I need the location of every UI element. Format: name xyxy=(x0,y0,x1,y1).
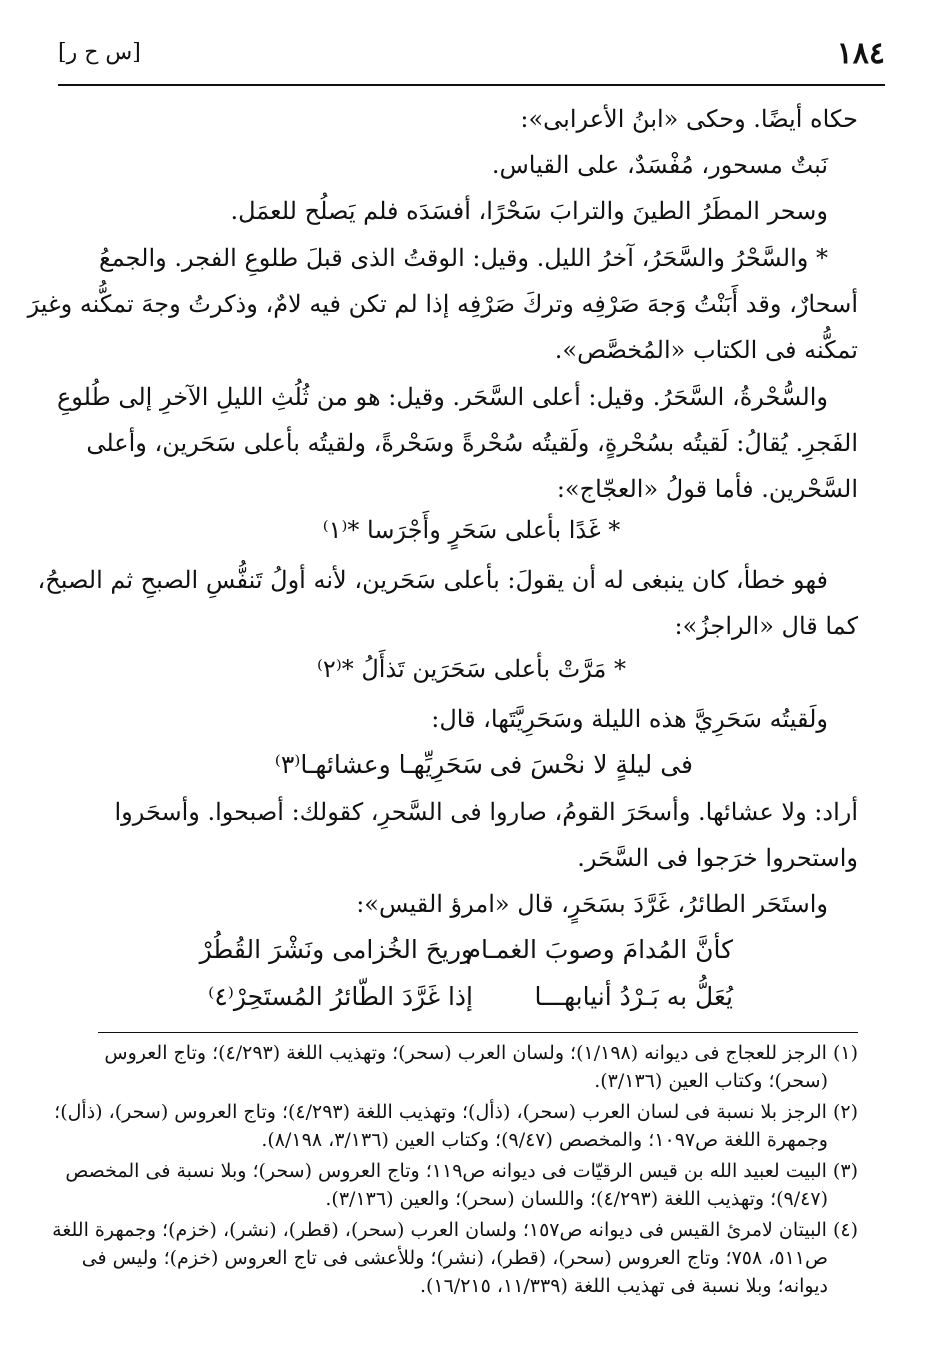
footnote-line: وجمهرة اللغة ص١٠٩٧؛ والمخصص (٩/٤٧)؛ وكتاب العين (٣/١٣٦، ٨/١٩٨). xyxy=(261,1129,828,1151)
text-line: تمكُّنه فى الكتاب «المُخصَّص». xyxy=(554,336,858,364)
verse-hemistich: كأنَّ المُدامَ وصوبَ الغمـام xyxy=(465,935,733,964)
verse-hemistich: إذا غَرَّدَ الطّائرُ المُستَحِرْ⁽٤⁾ xyxy=(208,982,473,1011)
text-line: والسُّحْرةُ، السَّحَرُ. وقيل: أعلى السَّحَر. وقيل: هو من ثُلُثِ الليلِ الآخرِ إلى طُلوعِ xyxy=(56,383,828,411)
text-line: أراد: ولا عشائها. وأسحَرَ القومُ، صاروا فى السَّحرِ، كقولك: أصبحوا. وأسحَروا xyxy=(114,798,858,826)
verse-hemistich: يُعَلُّ به بَـرْدُ أنيابهـــا xyxy=(534,982,733,1011)
verse-hemistich: فى ليلةٍ لا نحْسَ فى xyxy=(489,750,693,779)
text-line: الفَجرِ. يُقالُ: لَقيتُه بسُحْرةٍ، ولَقيتُه سُحْرةً وسَحْرةً، ولقيتُه بأعلى سَحَرين، وأعلى xyxy=(86,429,858,457)
footnote-rule xyxy=(98,1032,858,1033)
verse-hemistich: وريحَ الخُزامى ونَشْرَ القُطُرْ xyxy=(199,935,473,964)
root-header: [س ح ر] xyxy=(58,40,141,65)
text-line: وسحر المطَرُ الطينَ والترابَ سَحْرًا، أفسَدَه فلم يَصلُح للعمَل. xyxy=(230,197,828,225)
text-line: كما قال «الراجزُ»: xyxy=(674,612,858,640)
text-line: * والسَّحْرُ والسَّحَرُ، آخرُ الليل. وقيل: الوقتُ الذى قبلَ طلوعِ الفجر. والجمعُ xyxy=(98,244,828,272)
text-line: نَبتٌ مسحور، مُفْسَدٌ، على القياس. xyxy=(491,151,828,179)
footnote-line: ص٥١١، ٧٥٨؛ وتاج العروس (سحر)، (قطر)، (نشر)؛ وللأعشى فى تاج العروس (خزم)؛ وليس فى xyxy=(81,1247,828,1269)
text-line: فهو خطأ، كان ينبغى له أن يقولَ: بأعلى سَحَرين، لأنه أولُ تَنفُّسِ الصبحِ ثم الصبحُ، xyxy=(37,566,828,594)
footnote-line: (١) الرجز للعجاج فى ديوانه (١/١٩٨)؛ ولسان العرب (سحر)؛ وتهذيب اللغة (٤/٢٩٣)؛ وتاج العروس xyxy=(104,1042,858,1064)
footnote-line: (٤) البيتان لامرئ القيس فى ديوانه ص١٥٧؛ ولسان العرب (سحر)، (قطر)، (نشر)، (خزم)؛ وجمهرة اللغة xyxy=(52,1219,858,1241)
footnote-line: (٣) البيت لعبيد الله بن قيس الرقيّات فى ديوانه ص١١٩؛ وتاج العروس (سحر)؛ وبلا نسبة فى المخصص xyxy=(65,1160,858,1182)
footnote-line: (سحر)؛ وكتاب العين (٣/١٣٦). xyxy=(594,1070,828,1092)
text-line: ولَقيتُه سَحَرِيَّ هذه الليلة وسَحَرِيَّتَها، قال: xyxy=(431,705,828,733)
text-line: واستحروا خرَجوا فى السَّحَر. xyxy=(577,844,858,872)
footnote-line: ديوانه؛ وبلا نسبة فى تهذيب اللغة (١١/٣٣٩، ١٦/٢١٥). xyxy=(419,1275,828,1297)
footnote-line: (٩/٤٧)؛ وتهذيب اللغة (٤/٢٩٣)؛ واللسان (سحر)؛ والعين (٣/١٣٦). xyxy=(325,1188,828,1210)
text-line: أسحارٌ، وقد أَبَنْتُ وَجهَ صَرْفِه وتركَ صَرْفِه إذا لم تكن فيه لامٌ، وذكرتُ وجهَ تمكُّنه وغيرَ xyxy=(27,290,858,318)
header-rule xyxy=(58,84,885,86)
text-line: السَّحْرين. فأما قولُ «العجّاج»: xyxy=(556,475,858,503)
text-line: حكاه أيضًا. وحكى «ابنُ الأعرابى»: xyxy=(520,105,858,133)
verse-line: * مَرَّتْ بأعلى سَحَرَين تَذأَلُ *⁽٢⁾ xyxy=(317,655,626,683)
footnote-line: (٢) الرجز بلا نسبة فى لسان العرب (سحر)، (ذأل)؛ وتهذيب اللغة (٤/٢٩٣)؛ وتاج العروس (سحر)، (ذأل)؛ xyxy=(54,1101,858,1123)
verse-hemistich: سَحَرِيِّهـا وعشائهـا⁽٣⁾ xyxy=(274,750,483,779)
verse-line: * غَدًا بأعلى سَحَرٍ وأَجْرَسا *⁽١⁾ xyxy=(322,516,621,544)
text-line: واستَحَر الطائرُ، غَرَّدَ بسَحَرٍ، قال «امرؤ القيس»: xyxy=(356,890,828,918)
page-number: ١٨٤ xyxy=(836,36,885,71)
